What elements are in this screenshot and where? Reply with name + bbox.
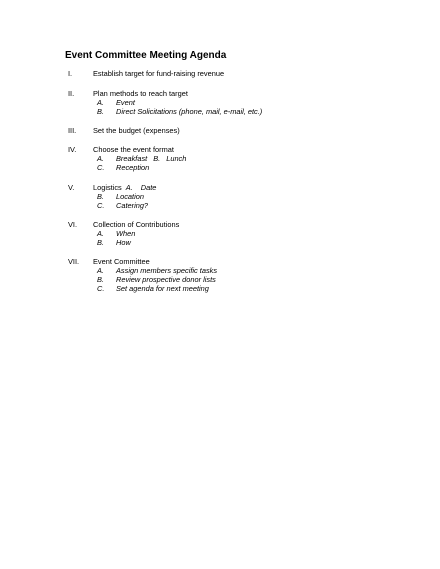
sub-item-letter: C.	[97, 162, 105, 172]
sub-item-row	[0, 275, 440, 284]
agenda-text	[93, 183, 156, 192]
agenda-item-7	[0, 257, 440, 294]
sub-item-row	[0, 229, 440, 238]
agenda-numeral: I.	[68, 69, 73, 78]
sub-item-letter: A.	[97, 265, 104, 275]
sub-item-row	[0, 98, 440, 107]
sub-item-row	[0, 266, 440, 275]
sub-item-text: Reception	[116, 162, 150, 172]
page-title: Event Committee Meeting Agenda	[65, 50, 227, 61]
sub-item-text: When	[116, 229, 136, 239]
agenda-item-row	[0, 89, 440, 98]
agenda-text: Choose the event format	[93, 144, 174, 154]
sub-item-letter: B.	[97, 274, 104, 284]
inline-sub-text: Date	[140, 182, 157, 192]
sub-item-letter: C.	[97, 284, 105, 294]
agenda-item-row	[0, 183, 440, 192]
sub-item-row	[0, 163, 440, 172]
agenda-item-4	[0, 145, 440, 173]
sub-item-text	[116, 154, 186, 163]
agenda-text: Establish target for fund-raising revenue	[93, 69, 225, 78]
agenda-text: Event Committee	[93, 256, 150, 266]
sub-item-text: How	[116, 238, 131, 248]
sub-item-letter: A.	[97, 229, 104, 239]
agenda-item-row	[0, 257, 440, 266]
sub-item-letter: C.	[97, 200, 105, 210]
agenda-item-2	[0, 89, 440, 117]
agenda-text: Collection of Contributions	[93, 220, 180, 229]
sub-item-extra-text: Lunch	[166, 153, 187, 163]
agenda-numeral: III.	[68, 125, 77, 135]
agenda-text: Plan methods to reach target	[93, 88, 188, 98]
sub-item-row	[0, 192, 440, 201]
sub-item-text: Assign members specific tasks	[116, 265, 218, 275]
sub-item-letter: B.	[97, 106, 104, 116]
agenda-item-3	[0, 126, 440, 135]
agenda-numeral: VI.	[68, 220, 78, 229]
sub-item-text: Review prospective donor lists	[116, 274, 216, 284]
sub-item-text: Catering?	[116, 200, 149, 210]
agenda-numeral: V.	[68, 182, 75, 192]
sub-item-text: Location	[116, 191, 144, 201]
sub-item-row	[0, 107, 440, 116]
sub-item-row	[0, 238, 440, 247]
sub-item-row	[0, 201, 440, 210]
agenda-text-primary: Logistics	[93, 182, 122, 192]
sub-item-text: Direct Solicitations (phone, mail, e-mail, etc.)	[116, 106, 263, 116]
sub-item-letter: B.	[97, 191, 104, 201]
sub-item-row	[0, 284, 440, 293]
sub-item-row	[0, 154, 440, 163]
agenda-numeral: II.	[68, 88, 75, 98]
sub-item-extra-letter: B.	[153, 153, 161, 163]
agenda-item-row	[0, 220, 440, 229]
agenda-numeral: VII.	[68, 256, 80, 266]
sub-item-text-primary: Breakfast	[116, 153, 148, 163]
agenda-item-row	[0, 69, 440, 78]
sub-item-text: Set agenda for next meeting	[116, 284, 209, 294]
agenda-item-5	[0, 183, 440, 211]
agenda-item-6	[0, 220, 440, 248]
agenda-numeral: IV.	[68, 144, 77, 154]
agenda-item-1	[0, 69, 440, 78]
agenda-text: Set the budget (expenses)	[93, 125, 180, 135]
inline-sub-letter: A.	[125, 182, 133, 192]
sub-item-letter: B.	[97, 238, 104, 248]
sub-item-letter: A.	[97, 153, 104, 163]
agenda-item-row	[0, 126, 440, 135]
sub-item-letter: A.	[97, 97, 104, 107]
sub-item-text: Event	[116, 97, 135, 107]
agenda-item-row	[0, 145, 440, 154]
